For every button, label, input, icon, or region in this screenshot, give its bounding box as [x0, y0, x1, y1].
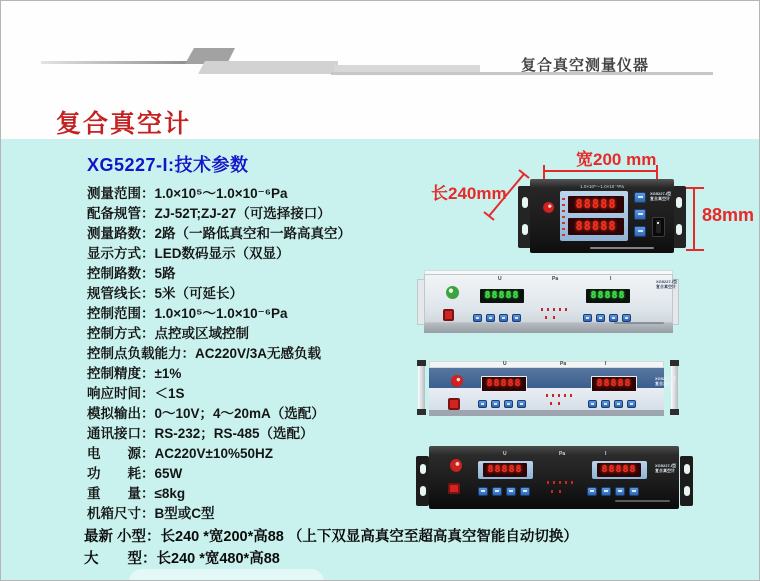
spec-line: 测量范围：1.0×10⁵～1.0×10⁻⁶Pa: [87, 186, 288, 201]
spec-line: 控制方式：点控或区域控制: [87, 326, 249, 341]
panel-button: [587, 487, 597, 496]
led-display-right: 88888: [591, 376, 637, 392]
page-title: 复合真空计: [56, 111, 192, 138]
display-bezel-right: [592, 461, 647, 479]
panel-button: [601, 487, 611, 496]
bottom-edge: [429, 410, 664, 416]
size-note-small: 最新 小型：长240 *宽200*高88 （上下双显高真空至超高真空智能自动切换）: [84, 529, 578, 545]
spec-line: 测量路数：2路（一路低真空和一路高真空）: [87, 226, 352, 241]
power-button: [448, 398, 460, 410]
panel-button: [634, 226, 646, 237]
led-display-left: 88888: [483, 463, 527, 477]
spec-line: 模拟输出：0～10V；4～20mA（选配）: [87, 406, 325, 421]
panel-button: [629, 487, 639, 496]
power-button: [443, 309, 454, 321]
spec-line: 显示方式：LED数码显示（双显）: [87, 246, 290, 261]
display-bezel: [560, 191, 628, 241]
led-display-right: 88888: [597, 463, 641, 477]
led-display-right: 88888: [586, 289, 630, 303]
range-print: 1.0×10⁵～1.0×10⁻⁶Pa: [580, 184, 624, 189]
indicator-lights: [551, 490, 565, 493]
instrument-body: [530, 179, 674, 253]
instrument-photo-wide-blue: [417, 358, 679, 417]
dimension-width-line: [544, 170, 657, 172]
spec-line: 功 耗：65W: [87, 466, 183, 481]
instrument-body: [429, 446, 679, 509]
spec-line: 通讯接口：RS-232；RS-485（选配）: [87, 426, 314, 441]
display-bezel-left: [478, 461, 533, 479]
indicator-lights: [547, 481, 575, 484]
dimension-height-line: [693, 188, 695, 250]
unit-label: Pa: [559, 451, 566, 457]
indicator-lights: [550, 402, 564, 405]
brand-logo-icon: [543, 202, 554, 213]
panel-button: [609, 314, 618, 322]
panel-fine-print: [615, 500, 670, 502]
spec-line: 电 源：AC220V±10%50HZ: [87, 446, 273, 461]
power-switch: [652, 217, 665, 237]
instrument-body: [429, 361, 677, 416]
instrument-photo-small: [518, 179, 686, 253]
panel-button: [473, 314, 482, 322]
panel-button: [512, 314, 521, 322]
channel-marks: [562, 198, 565, 236]
panel-button: [506, 487, 516, 496]
background-blob: [129, 569, 324, 581]
panel-button: [486, 314, 495, 322]
spec-list: [87, 184, 467, 524]
indicator-lights: [546, 394, 574, 397]
panel-button: [615, 487, 625, 496]
panel-fine-print: [614, 322, 664, 324]
bottom-edge: [424, 323, 673, 333]
panel-button: [478, 400, 487, 408]
panel-button: [614, 400, 623, 408]
panel-button: [634, 192, 646, 203]
spec-line: 机箱尺寸：B型或C型: [87, 506, 215, 521]
panel-button: [622, 314, 631, 322]
channel-label-left: U: [503, 361, 507, 367]
size-note-large: 大 型：长240 *宽480*高88: [84, 551, 280, 567]
mounting-flange-right: [672, 186, 686, 248]
brand-logo-icon: [450, 459, 462, 472]
brand-logo-icon: [451, 375, 463, 387]
spec-line: 控制范围：1.0×10⁵～1.0×10⁻⁶Pa: [87, 306, 288, 321]
unit-label: Pa: [560, 361, 567, 367]
spec-line: 控制点负载能力：AC220V/3A无感负载: [87, 346, 322, 361]
header-brand: 复合真空测量仪器: [521, 57, 650, 74]
spec-line: 控制精度：±1%: [87, 366, 182, 381]
dimension-length-label: 长240mm: [431, 184, 507, 203]
unit-label: Pa: [552, 276, 559, 282]
led-display-top: 88888: [568, 196, 624, 213]
instrument-body: [424, 269, 678, 333]
model-print: XG5227-I型 复合真空计: [656, 279, 678, 289]
channel-label-right: I: [605, 361, 607, 367]
panel-button: [504, 400, 513, 408]
channel-label-right: I: [610, 276, 612, 282]
panel-button: [478, 487, 488, 496]
instrument-photo-wide-black: [415, 443, 693, 509]
panel-button: [499, 314, 508, 322]
panel-button: [634, 209, 646, 220]
panel-button: [517, 400, 526, 408]
spec-line: 重 量：≤8kg: [87, 486, 186, 501]
model-print: XG5227-I型 复合真空计: [655, 376, 677, 386]
header-stripe-thin: [41, 61, 196, 64]
channel-label-right: I: [605, 451, 607, 457]
rack-handle-right: [671, 361, 678, 414]
panel-button: [601, 400, 610, 408]
spec-line: 配备规管：ZJ-52T;ZJ-27（可选择接口）: [87, 206, 331, 221]
model-print: XG5227-I型 复合真空计: [655, 463, 677, 473]
rack-handle-left: [418, 361, 425, 414]
header-stripe-light: [198, 61, 338, 74]
panel-fine-print: [590, 247, 654, 249]
panel-button: [583, 314, 592, 322]
led-display-left: 88888: [481, 376, 527, 392]
channel-label-left: U: [498, 276, 502, 282]
power-button: [448, 483, 460, 494]
spec-heading: XG5227-I:技术参数: [87, 155, 249, 175]
model-print: XG5227-I型 复合真空计: [650, 191, 672, 201]
channel-label-left: U: [503, 451, 507, 457]
spec-line: 响应时间：＜1S: [87, 386, 185, 401]
panel-button: [588, 400, 597, 408]
spec-line: 控制路数：5路: [87, 266, 176, 281]
rack-ear-right: [680, 456, 693, 506]
panel-button: [520, 487, 530, 496]
dimension-width-label: 宽200 mm: [576, 150, 657, 169]
instrument-photo-wide-white: [417, 269, 679, 333]
dimension-height-label: 88mm: [702, 205, 755, 225]
indicator-lights: [545, 316, 559, 319]
brand-logo-icon: [446, 286, 459, 299]
top-edge: [429, 361, 664, 368]
panel-button: [491, 400, 500, 408]
rack-ear-left: [416, 456, 429, 506]
indicator-lights: [541, 308, 569, 311]
led-display-left: 88888: [480, 289, 524, 303]
panel-button: [596, 314, 605, 322]
panel-button: [627, 400, 636, 408]
panel-button: [492, 487, 502, 496]
led-display-bottom: 88888: [568, 218, 624, 235]
spec-line: 规管线长：5米（可延长）: [87, 286, 244, 301]
